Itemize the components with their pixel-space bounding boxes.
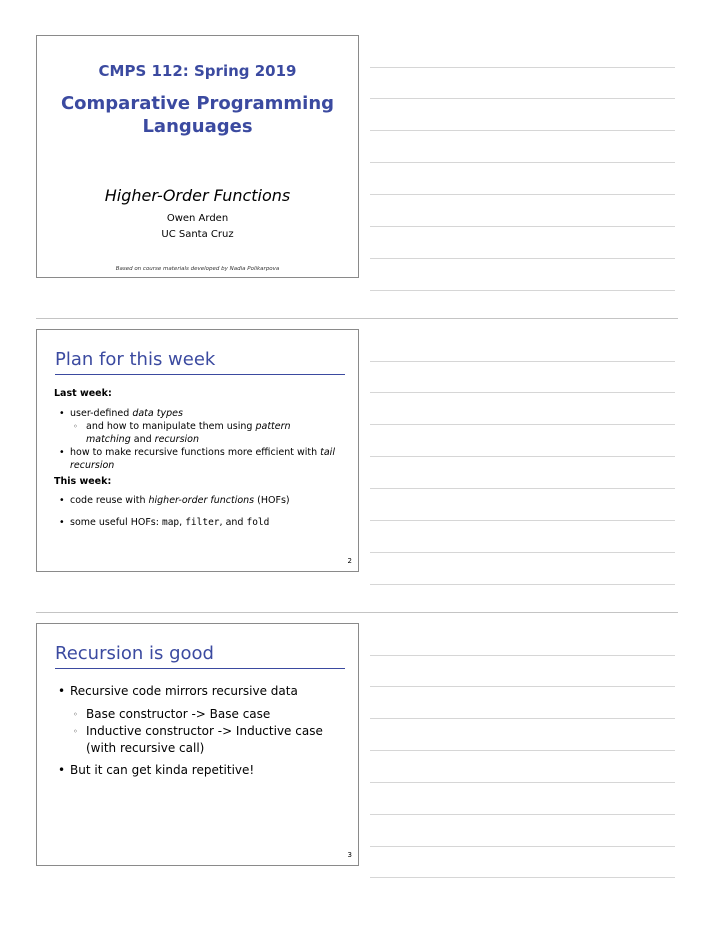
course-title-line-2: Languages — [142, 116, 253, 137]
note-line — [370, 782, 675, 783]
list-item: • code reuse with higher-order functions (HOFs) — [54, 494, 346, 507]
note-line — [370, 226, 675, 227]
sub-list — [70, 420, 346, 446]
note-line — [370, 258, 675, 259]
note-line — [370, 130, 675, 131]
list-item: • user-defined data types ◦ and how to manipulate them using pattern matching and recursion — [54, 407, 346, 446]
course-title-line-1: Comparative Programming — [60, 93, 335, 114]
note-line — [370, 655, 675, 656]
slide-1 — [36, 35, 359, 278]
last-week-list — [54, 407, 346, 472]
slide-3 — [36, 623, 359, 866]
note-line — [370, 877, 675, 878]
credit-line: Based on course materials developed by Nadia Polikarpova — [115, 266, 280, 272]
institution: UC Santa Cruz — [161, 229, 234, 240]
note-line — [370, 584, 675, 585]
list-item: • how to make recursive functions more efficient with tail recursion — [54, 446, 346, 472]
sub-list — [70, 706, 328, 757]
title-underline — [55, 668, 345, 669]
note-line — [370, 520, 675, 521]
note-line — [370, 361, 675, 362]
note-line — [370, 552, 675, 553]
course-code: CMPS 112: Spring 2019 — [98, 62, 297, 80]
note-line — [370, 718, 675, 719]
slide-title: Plan for this week — [55, 349, 216, 370]
note-line — [370, 424, 675, 425]
slide-title: Recursion is good — [55, 643, 214, 664]
course-title — [37, 92, 358, 138]
list-item: ◦ Base constructor -> Base case — [70, 706, 328, 723]
list-item: • some useful HOFs: map, filter, and fold — [54, 516, 346, 529]
slide-2 — [36, 329, 359, 572]
list-item: ◦ and how to manipulate them using pattern matching and recursion — [70, 420, 296, 446]
note-line — [370, 846, 675, 847]
note-line — [370, 814, 675, 815]
list-item: ◦ Inductive constructor -> Inductive case (with recursive call) — [70, 723, 328, 757]
page-divider — [36, 612, 678, 613]
note-line — [370, 686, 675, 687]
note-line — [370, 194, 675, 195]
author-name: Owen Arden — [166, 213, 229, 224]
this-week-heading: This week: — [54, 476, 112, 487]
note-line — [370, 750, 675, 751]
note-line — [370, 98, 675, 99]
title-underline — [55, 374, 345, 375]
list-item: • But it can get kinda repetitive! — [54, 762, 328, 779]
note-line — [370, 392, 675, 393]
note-line — [370, 162, 675, 163]
page-number: 2 — [347, 557, 352, 565]
note-line — [370, 456, 675, 457]
lecture-subtitle: Higher-Order Functions — [104, 186, 291, 205]
list-item: • Recursive code mirrors recursive data ◦ Base constructor -> Base case ◦ Inductive constructor -> Inductive case (with recursive call) — [54, 683, 328, 757]
note-line — [370, 290, 675, 291]
note-line — [370, 488, 675, 489]
page-number: 3 — [347, 851, 352, 859]
page-divider — [36, 318, 678, 319]
this-week-list — [54, 494, 346, 529]
note-line — [370, 67, 675, 68]
bullet-list — [54, 683, 328, 779]
last-week-heading: Last week: — [54, 388, 112, 399]
